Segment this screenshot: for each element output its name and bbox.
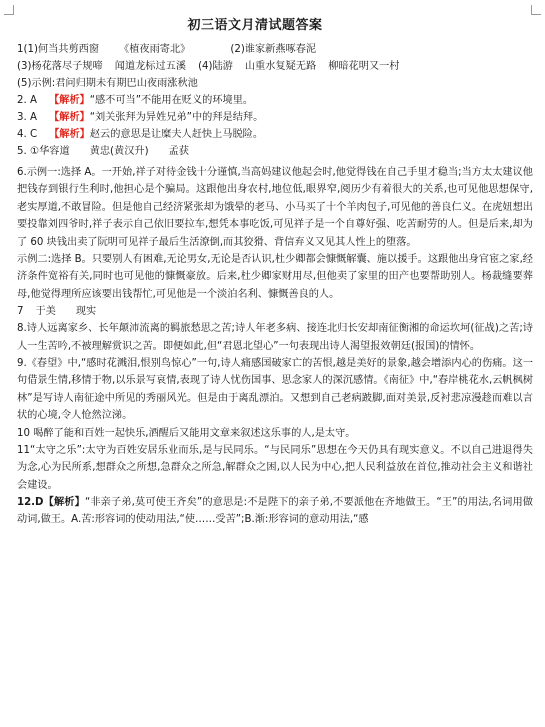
answer-1-3: (3)杨花落尽子规啼 [17,61,103,72]
answer-12-analysis-tag: 12.D【解析】 [17,496,85,508]
answer-7 [17,303,533,320]
answer-11: 11“太守之乐”:太守为百姓安居乐业而乐,是与民同乐。“与民同乐”思想在今天仍具有现实意义。不以自己进退得失为念,心为民所系,想群众之所想,急群众之所急,解群众之困,以人民为中心,把人民利益放在首位,推动社会主义和谐社会建设。 [17,444,533,491]
answer-5-3: 孟获 [168,146,189,157]
answer-4 [17,126,533,143]
answer-5-number: 5. [17,146,27,157]
answer-12-analysis: “非亲子弟,莫可使王齐矣”的意思是:不是陛下的亲子弟,不要派他在齐地做王。“王”的用法,名词用做动词,做王。A.苦:形容词的使动用法,“使……受苦”;B.渐:形容词的意动用法,“感 [17,496,533,526]
answer-2 [17,92,533,109]
answer-5 [17,143,533,160]
answer-10: 10 喝醉了能和百姓一起快乐,酒醒后又能用文章来叙述这乐事的人,是太守。 [17,427,356,439]
answer-1-line-1 [17,41,533,58]
answer-5-2: 黄忠(黄汉升) [89,146,149,157]
answer-3 [17,109,533,126]
answer-2-choice: A [29,95,37,106]
answer-2-number: 2. [17,95,27,106]
answer-7-2: 现实 [75,306,97,318]
answer-1-3b: 闻道龙标过五溪 [114,61,187,72]
answer-2-analysis-tag: 【解析】 [48,95,90,106]
answer-1-1-source: 《植夜雨寄北》 [119,44,191,55]
answer-4-analysis-tag: 【解析】 [49,129,90,140]
document-title: 初三语文月清试题答案 [187,18,323,33]
answer-2-analysis: “感不可当”不能用在贬义的环境里。 [89,95,254,106]
answer-5-1: ①华容道 [29,146,70,157]
answer-1-line-2 [17,58,533,75]
answer-9: 9.《春望》中,“感时花溅泪,恨别鸟惊心”一句,诗人痛感国破家亡的苦恨,越是美好的景象,越会增添内心的伤痛。这一句借景生情,移情于物,以乐景写哀情,表现了诗人忧伤国事、思念家人的深沉感情。《南征》中,“春岸桃花水,云帆枫树林”是写诗人南征途中所见的秀丽风光。但是由于离乱漂泊。又想到自己老病跛脚,面对美景,反衬悲凉漫趁而难以言状的心境,令人怆然泣涕。 [17,358,533,422]
answer-12 [17,494,533,529]
answer-3-choice: A [29,112,37,123]
document-page [17,14,533,529]
answer-4-number: 4. [17,129,27,140]
answer-6-example-1: 6.示例一:选择 A。一开始,祥子对待金钱十分谨慎,当高妈建议他起会时,他觉得钱在自己手里才稳当;当方太太建议他把钱存到银行生利时,他担心是个骗局。这跟他出身农村,地位低,眼界窄,阅历少有着很大的关系,也可见他思想保守,老实厚道,不敢冒险。但是他自己经济紧张却为饿晕的老马、小马买了十个羊肉包子,可见他的善良仁义。在虎妞想出要投靠刘四爷时,祥子表示自己依旧要拉车,想凭本事吃饭,可见祥子是一个自尊好强、吃苦耐劳的人。但是后来,却为了 60 块钱出卖了阮明可见祥子最后生活潦倒,而其狡猾、背信弃义又见其人性上的堕落。 [17,167,533,248]
answer-1-4: (4)陆游 [198,61,233,72]
answer-3-analysis-tag: 【解析】 [48,112,90,123]
answer-6-example-2: 示例二:选择 B。只要别人有困难,无论男女,无论是否认识,杜少卿都会慷慨解囊、施以援手。这跟他出身官宦之家,经济条件宽裕有关,同时也可见他的慷慨豪放。后来,杜少卿家财用尽,但他卖了家里的田产也要帮助别人。杨裁缝要葬母,他觉得理所应该要出钱帮忙,可见他是一个淡泊名利、慷慨善良的人。 [17,254,533,300]
answer-1-4c: 柳暗花明又一村 [328,61,400,72]
answer-1-2: (2)谁家新燕啄春泥 [230,44,317,55]
answer-3-analysis: “刘关张拜为异姓兄弟”中的拜是结拜。 [89,112,264,123]
answer-4-choice: C [29,129,38,140]
answer-1-4b: 山重水复疑无路 [244,61,317,72]
answer-1-1: 1(1)何当共剪西窗 [17,44,100,55]
answer-4-analysis: 赵云的意思是让糜夫人赶快上马脱险。 [89,129,264,140]
answer-8: 8.诗人远离家乡、长年颠沛流离的羁旅愁思之苦;诗人年老多病、接连北归长安却南征衡湘的命运坎坷(征战)之苦;诗人一生苦吟,不被理解赏识之苦。即便如此,但“君恩北望心”一句表现出诗人渴望报效朝廷(报国)的情怀。 [17,323,533,352]
answer-7-number: 7 [17,306,24,318]
answer-1-line-3: (5)示例:君问归期未有期巴山夜雨涨秋池 [17,78,198,89]
answer-7-1: 于美 [35,306,56,318]
crop-mark-top-left [4,5,14,15]
answer-3-number: 3. [17,112,27,123]
